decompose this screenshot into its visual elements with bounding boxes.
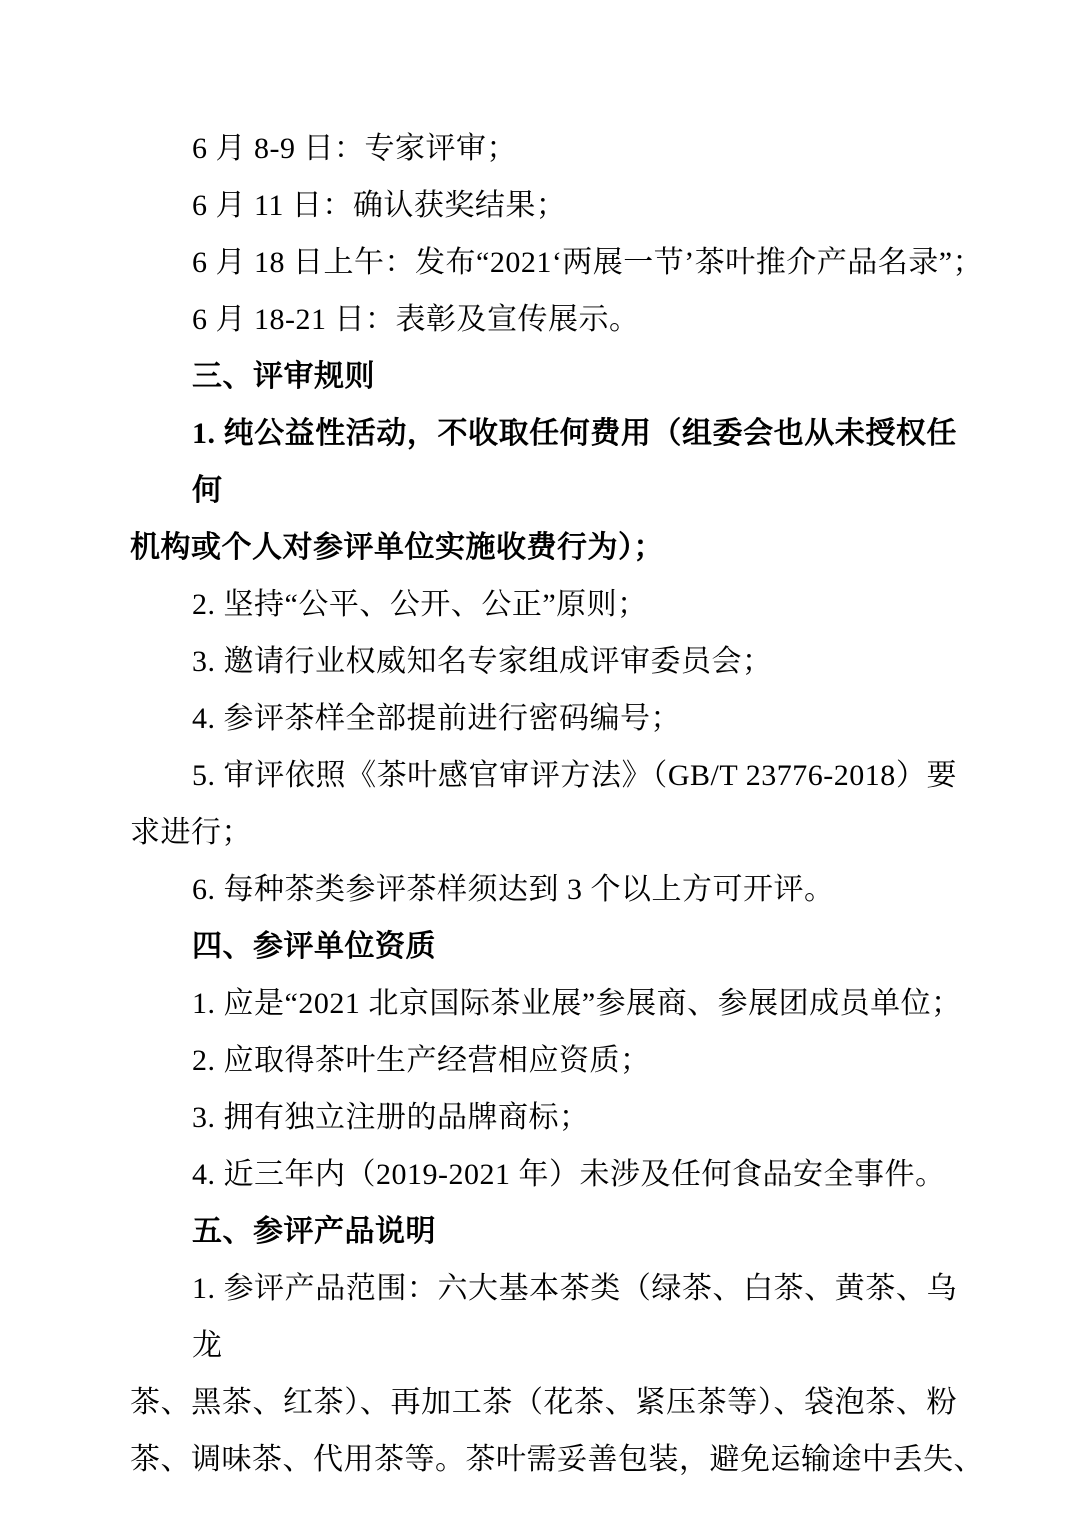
section-heading-review-rules: 三、评审规则 [192,360,375,393]
product-item-1-line-3: 茶、调味茶、代用茶等。茶叶需妥善包装，避免运输途中丢失、 [130,1443,984,1476]
schedule-line: 6 月 8-9 日：专家评审； [192,132,517,165]
qualification-item-4: 4. 近三年内（2019-2021 年）未涉及任何食品安全事件。 [192,1158,946,1191]
qualification-item-3: 3. 拥有独立注册的品牌商标； [192,1101,590,1134]
schedule-line: 6 月 18 日上午：发布“2021‘两展一节’茶叶推介产品名录”； [192,246,984,279]
section-heading-qualifications: 四、参评单位资质 [192,930,436,963]
rule-item-2: 2. 坚持“公平、公开、公正”原则； [192,588,648,621]
rule-item-5-line-1: 5. 审评依照《茶叶感官审评方法》（GB/T 23776-2018）要 [192,759,957,792]
qualification-item-1: 1. 应是“2021 北京国际茶业展”参展商、参展团成员单位； [192,987,962,1020]
product-item-1-line-1: 1. 参评产品范围：六大基本茶类（绿茶、白茶、黄茶、乌龙 [192,1272,957,1362]
rule-item-5-line-2: 求进行； [130,816,252,849]
product-item-1-line-2: 茶、黑茶、红茶）、再加工茶（花茶、紧压茶等）、袋泡茶、粉 [130,1386,957,1419]
section-heading-products: 五、参评产品说明 [192,1215,436,1248]
qualification-item-2: 2. 应取得茶叶生产经营相应资质； [192,1044,651,1077]
schedule-line: 6 月 18-21 日：表彰及宣传展示。 [192,303,640,336]
schedule-line: 6 月 11 日：确认获奖结果； [192,189,567,222]
rule-item-3: 3. 邀请行业权威知名专家组成评审委员会； [192,645,773,678]
rule-item-4: 4. 参评茶样全部提前进行密码编号； [192,702,681,735]
rule-item-6: 6. 每种茶类参评茶样须达到 3 个以上方可开评。 [192,873,835,906]
rule-item-1-line-2: 机构或个人对参评单位实施收费行为）； [130,531,664,564]
rule-item-1-line-1: 1. 纯公益性活动，不收取任何费用（组委会也从未授权任何 [192,417,957,507]
